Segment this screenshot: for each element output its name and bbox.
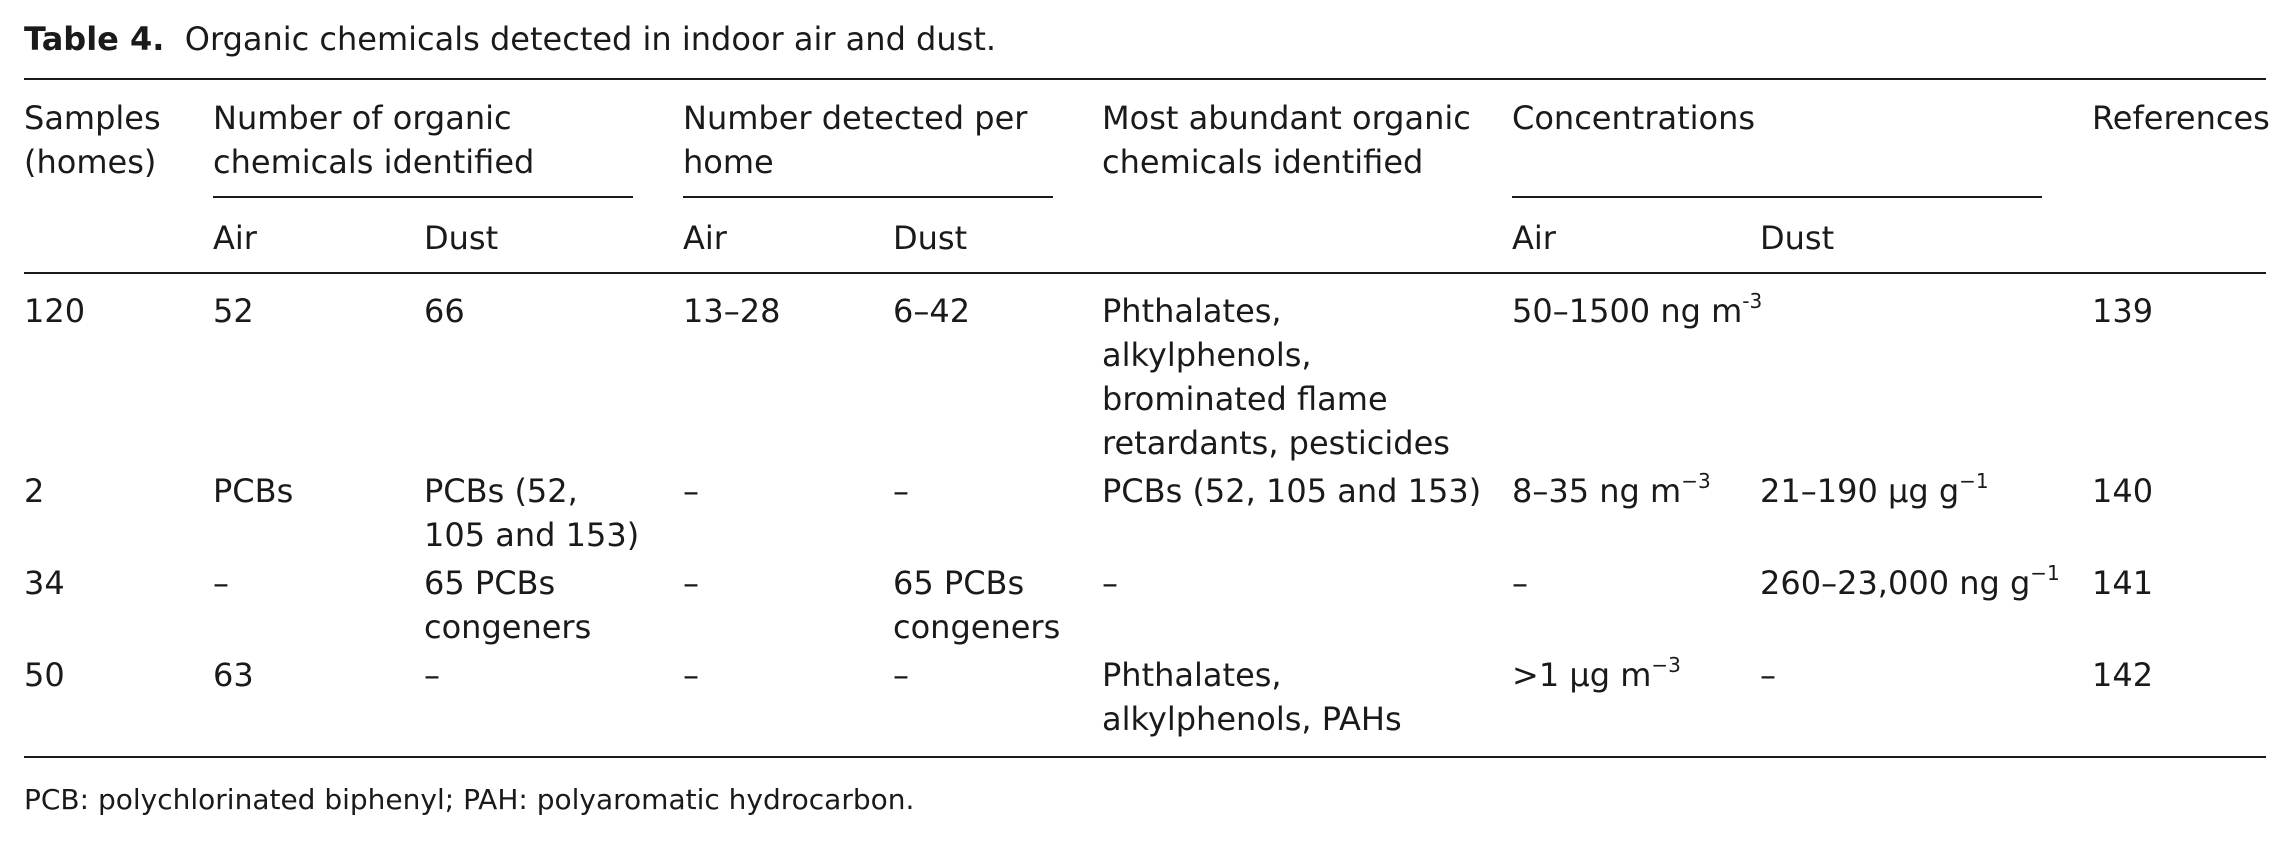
table-label: Table 4.	[24, 20, 165, 58]
cell-most-abundant: PCBs (52, 105 and 153)	[1102, 472, 1482, 510]
cell-most-abundant: –	[1102, 564, 1118, 602]
cell-ident-dust: PCBs (52, 105 and 153)	[424, 472, 640, 554]
header-conc-air: Air	[1512, 219, 1556, 257]
cell-samples: 2	[24, 472, 45, 510]
header-conc-dust: Dust	[1760, 219, 1835, 257]
cell-ident-dust: 65 PCBs congeners	[424, 564, 592, 646]
header-det-air: Air	[683, 219, 727, 257]
cell-ident-air: –	[213, 564, 229, 602]
cell-samples: 120	[24, 292, 86, 330]
header-det-dust: Dust	[893, 219, 968, 257]
subrule-concentrations	[1512, 196, 2042, 198]
table-title: Organic chemicals detected in indoor air and dust.	[184, 20, 997, 58]
header-concentrations: Concentrations	[1512, 99, 1756, 137]
header-references: References	[2092, 99, 2270, 137]
cell-samples: 50	[24, 656, 65, 694]
cell-reference: 142	[2092, 656, 2154, 694]
cell-most-abundant: Phthalates, alkylphenols, brominated flame retardants, pesticides	[1102, 292, 1450, 462]
cell-det-air: –	[683, 656, 699, 694]
cell-reference: 140	[2092, 472, 2154, 510]
subrule-detected	[683, 196, 1053, 198]
cell-ident-dust: –	[424, 656, 440, 694]
subrule-identified	[213, 196, 633, 198]
bottom-rule	[24, 756, 2266, 758]
cell-conc-air: >1 μg $m^{-3}$	[1512, 653, 1681, 694]
table-footnote: PCB: polychlorinated biphenyl; PAH: polyaromatic hydrocarbon.	[24, 783, 915, 816]
cell-reference: 141	[2092, 564, 2154, 602]
cell-ident-air: 63	[213, 656, 254, 694]
header-ident-air: Air	[213, 219, 257, 257]
cell-det-air: –	[683, 472, 699, 510]
top-rule	[24, 78, 2266, 80]
cell-conc-dust: –	[1760, 656, 1776, 694]
table-caption	[24, 18, 996, 60]
cell-ident-air: 52	[213, 292, 254, 330]
cell-det-dust: 65 PCBs congeners	[893, 564, 1061, 646]
cell-conc-air: 50–1500 ng $m^{-3}$	[1512, 289, 1763, 330]
cell-conc-dust: 21–190 μg $g^{-1}$	[1760, 469, 1989, 510]
header-ident-dust: Dust	[424, 219, 499, 257]
cell-ident-dust: 66	[424, 292, 465, 330]
cell-det-air: –	[683, 564, 699, 602]
cell-ident-air: PCBs	[213, 472, 294, 510]
header-samples: Samples (homes)	[24, 99, 161, 181]
header-number-detected: Number detected per home	[683, 99, 1028, 181]
header-most-abundant: Most abundant organic chemicals identified	[1102, 99, 1471, 181]
cell-reference: 139	[2092, 292, 2154, 330]
cell-conc-dust: 260–23,000 ng $g^{-1}$	[1760, 561, 2060, 602]
cell-conc-air: 8–35 ng $m^{-3}$	[1512, 469, 1711, 510]
header-rule	[24, 272, 2266, 274]
cell-conc-air: –	[1512, 564, 1528, 602]
cell-det-dust: –	[893, 656, 909, 694]
cell-samples: 34	[24, 564, 65, 602]
cell-most-abundant: Phthalates, alkylphenols, PAHs	[1102, 656, 1402, 738]
cell-det-air: 13–28	[683, 292, 781, 330]
header-number-identified: Number of organic chemicals identified	[213, 99, 535, 181]
cell-det-dust: –	[893, 472, 909, 510]
cell-det-dust: 6–42	[893, 292, 971, 330]
